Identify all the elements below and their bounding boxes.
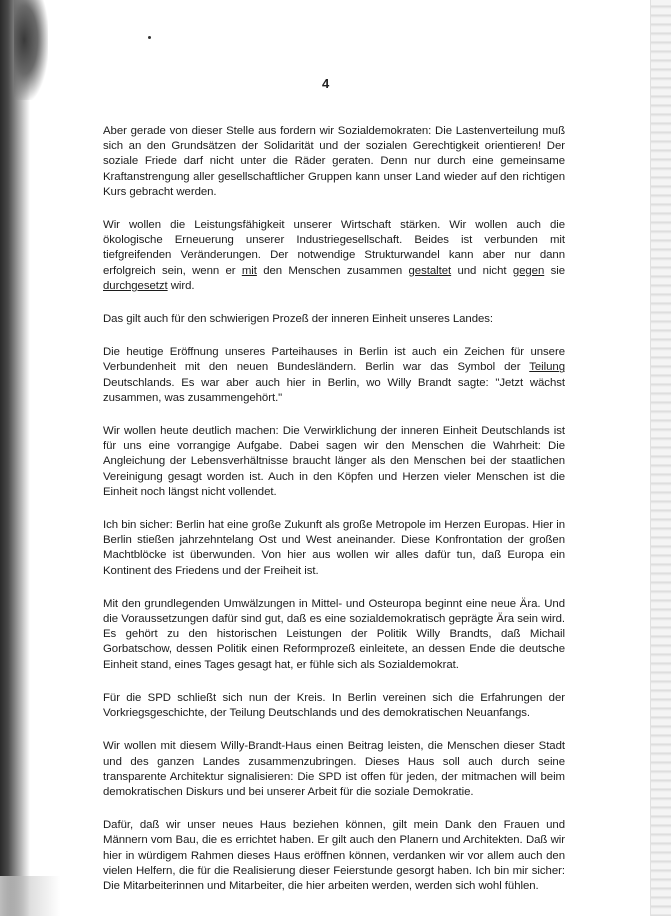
underlined-text: Teilung	[529, 361, 565, 374]
paragraph	[103, 424, 565, 500]
scan-speck	[148, 36, 151, 39]
scan-shadow	[0, 876, 60, 916]
text-run: Wir wollen die Leistungsfähigkeit unserer Wirtschaft stärken. Wir wollen auch die ökologische Erneuerung unserer Industriegesellschaft. Beides ist verbunden mit tiefgreifenden Veränderungen. Der notwendige Strukturwandel kann aber nur dann erfolgreich sein, wenn er	[103, 219, 565, 277]
text-run: Aber gerade von dieser Stelle aus fordern wir Sozialdemokraten: Die Lastenverteilung muß sich an den Grundsätzen der Solidarität und der sozialen Gerechtigkeit orientieren! Der soziale Friede darf nicht unter die Räder geraten. Denn nur durch eine gemeinsame Kraftanstrengung aller gesellschaftlicher Gruppen kann unser Land wieder auf den richtigen Kurs gebracht werden.	[103, 125, 565, 198]
paragraph	[103, 597, 565, 673]
text-run: Wir wollen heute deutlich machen: Die Verwirklichung der inneren Einheit Deutschlands ist für uns eine vorrangige Aufgabe. Dabei sagen wir den Menschen die Wahrheit: Die Angleichung der Lebensverhältnisse braucht länger als den Menschen bei der staatlichen Vereinigung gesagt worden ist. Auch in den Köpfen und Herzen vieler Menschen ist die Einheit noch längst nicht vollendet.	[103, 425, 565, 498]
text-run: und nicht	[451, 264, 513, 277]
underlined-text: gestaltet	[408, 264, 452, 277]
text-run: sie	[544, 264, 565, 277]
text-run: Dafür, daß wir unser neues Haus beziehen können, gilt mein Dank den Frauen und Männern vom Bau, die es errichtet haben. Er gilt auch den Planern und Architekten. Daß wir hier in würdigem Rahmen dieses Haus eröffnen können, verdanken wir vor allem auch den vielen Helfern, die für die Realisierung dieser Feierstunde gesorgt haben. Ich bin mir sicher: Die Mitarbeiterinnen und Mitarbeiter, die hier arbeiten werden, werden sich wohl fühlen.	[103, 819, 565, 892]
text-run: Deutschlands. Es war aber auch hier in Berlin, wo Willy Brandt sagte: "Jetzt wächst zusammen, was zusammengehört."	[103, 376, 565, 404]
paragraph	[103, 312, 565, 327]
text-run: Das gilt auch für den schwierigen Prozeß der inneren Einheit unseres Landes:	[103, 313, 494, 326]
underlined-text: gegen	[512, 264, 545, 277]
paragraph	[103, 518, 565, 579]
paragraph	[103, 124, 565, 200]
text-run: den Menschen zusammen	[256, 264, 409, 277]
text-run: Ich bin sicher: Berlin hat eine große Zukunft als große Metropole im Herzen Europas. Hier in Berlin stießen jahrzehntelang Ost und West aneinander. Diese Konfrontation der großen Machtblöcke ist überwunden. Von hier aus wollen wir alles dafür tun, daß Europa ein Kontinent des Friedens und der Freiheit ist.	[103, 519, 565, 577]
text-run: Mit den grundlegenden Umwälzungen in Mittel- und Osteuropa beginnt eine neue Ära. Und die Voraussetzungen dafür sind gut, daß es eine sozialdemokratisch geprägte Ära sein wird. Es gehört zu den historischen Leistungen der Politik Willy Brandts, daß Michail Gorbatschow, dessen Politik einen Reformprozeß einleitete, an dessen Ende die deutsche Einheit stand, eines Tages gesagt hat, er fühle sich als Sozialdemokrat.	[103, 597, 565, 671]
scan-edge-left	[0, 0, 30, 916]
document-body	[103, 124, 565, 912]
paragraph	[103, 739, 565, 800]
paragraph	[103, 218, 565, 294]
paragraph	[103, 345, 565, 406]
text-run: Wir wollen mit diesem Willy-Brandt-Haus einen Beitrag leisten, die Menschen dieser Stadt und des ganzen Landes zusammenzubringen. Dieses Haus soll auch durch seine transparente Architektur signalisieren: Die SPD ist offen für jeden, der mitmachen will beim demokratischen Diskurs und bei unserer Arbeit für die soziale Demokratie.	[103, 740, 565, 798]
text-run: Für die SPD schließt sich nun der Kreis. In Berlin vereinen sich die Erfahrungen der Vorkriegsgeschichte, der Teilung Deutschlands und des demokratischen Neuanfangs.	[103, 691, 565, 720]
text-run: Die heutige Eröffnung unseres Parteihauses in Berlin ist auch ein Zeichen für unsere Verbundenheit mit den neuen Bundesländern. Berlin war das Symbol der	[103, 346, 565, 374]
page-number: 4	[322, 76, 330, 91]
scan-edge-right	[650, 0, 671, 916]
underlined-text: mit	[241, 264, 257, 277]
underlined-text: durchgesetzt	[103, 279, 168, 292]
paragraph	[103, 691, 565, 721]
text-run: wird.	[167, 279, 195, 292]
scan-artifact	[14, 0, 48, 100]
paragraph	[103, 818, 565, 894]
